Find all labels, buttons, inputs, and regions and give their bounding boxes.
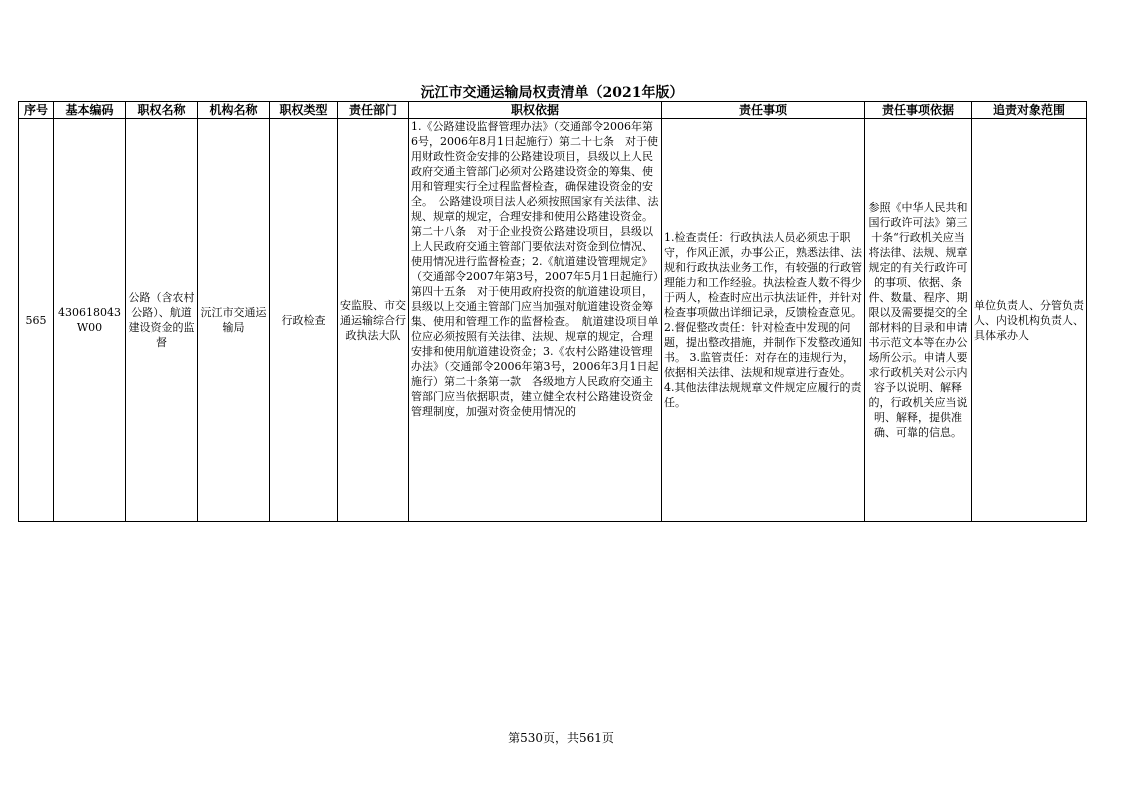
cell-power-name: 公路（含农村公路）、航道建设资金的监督 — [126, 119, 198, 522]
col-accountability: 追责对象范围 — [972, 102, 1087, 119]
cell-index: 565 — [19, 119, 54, 522]
col-code: 基本编码 — [54, 102, 126, 119]
table-row — [19, 119, 1087, 522]
cell-duty-basis: 参照《中华人民共和国行政许可法》第三十条“行政机关应当将法律、法规、规章规定的有关行政许可的事项、依据、条件、数量、程序、期限以及需要提交的全部材料的目录和申请书示范文本等在办公场所公示。申请人要求行政机关对公示内容予以说明、解释的，行政机关应当说明、解释，提供准确、可靠的信息。 — [865, 119, 972, 522]
col-power-type: 职权类型 — [270, 102, 338, 119]
col-duties: 责任事项 — [662, 102, 865, 119]
col-legal-basis: 职权依据 — [409, 102, 662, 119]
col-agency: 机构名称 — [198, 102, 270, 119]
cell-department: 安监股、市交通运输综合行政执法大队 — [338, 119, 409, 522]
page-number: 第530页，共561页 — [508, 731, 614, 745]
cell-legal-basis — [409, 119, 662, 522]
cell-duties: 1.检查责任：行政执法人员必须忠于职守，作风正派，办事公正，熟悉法律、法规和行政执法业务工作，有较强的行政管理能力和工作经验。执法检查人数不得少于两人，检查时应出示执法证件，并针对检查事项做出详细记录，反馈检查意见。 2.督促整改责任：针对检查中发现的问题，提出整改措施，并制作下发整改通知书。 3.监管责任：对存在的违规行为，依据相关法律、法规和规章进行查处。 4.其他法律法规规章文件规定应履行的责任。 — [662, 119, 865, 522]
col-department: 责任部门 — [338, 102, 409, 119]
legal-basis-text: 1.《公路建设监督管理办法》（交通部令2006年第6号，2006年8月1日起施行）第二十七条 对于使用财政性资金安排的公路建设项目，县级以上人民政府交通主管部门必须对公路建设资金的筹集、使用和管理实行全过程监督检查，确保建设资金的安全。 公路建设项目法人必须按照国家有关法律、法规、规章的规定，合理安排和使用公路建设资金。第二十八条 对于企业投资公路建设项目，县级以上人民政府交通主管部门要依法对资金到位情况、使用情况进行监督检查；2.《航道建设管理规定》（交通部令2007年第3号，2007年5月1日起施行）第四十五条 对于使用政府投资的航道建设项目，县级以上交通主管部门应当加强对航道建设资金筹集、使用和管理工作的监督检查。 航道建设项目单位应必须按照有关法律、法规、规章的规定，合理安排和使用航道建设资金；3.《农村公路建设管理办法》（交通部令2006年第3号，2006年3月1日起施行）第二十条第一款 各级地方人民政府交通主管部门应当依据职责，建立健全农村公路建设资金管理制度，加强对资金使用情况的 — [411, 120, 659, 418]
cell-code: 430618043W00 — [54, 119, 126, 522]
document-title: 沅江市交通运输局权责清单（2021年版） — [420, 85, 684, 101]
cell-agency: 沅江市交通运输局 — [198, 119, 270, 522]
col-power-name: 职权名称 — [126, 102, 198, 119]
responsibility-table — [18, 101, 1087, 522]
col-duty-basis: 责任事项依据 — [865, 102, 972, 119]
cell-accountability: 单位负责人、分管负责人、内设机构负责人、具体承办人 — [972, 119, 1087, 522]
col-index: 序号 — [19, 102, 54, 119]
header-row — [19, 102, 1087, 119]
cell-power-type: 行政检查 — [270, 119, 338, 522]
